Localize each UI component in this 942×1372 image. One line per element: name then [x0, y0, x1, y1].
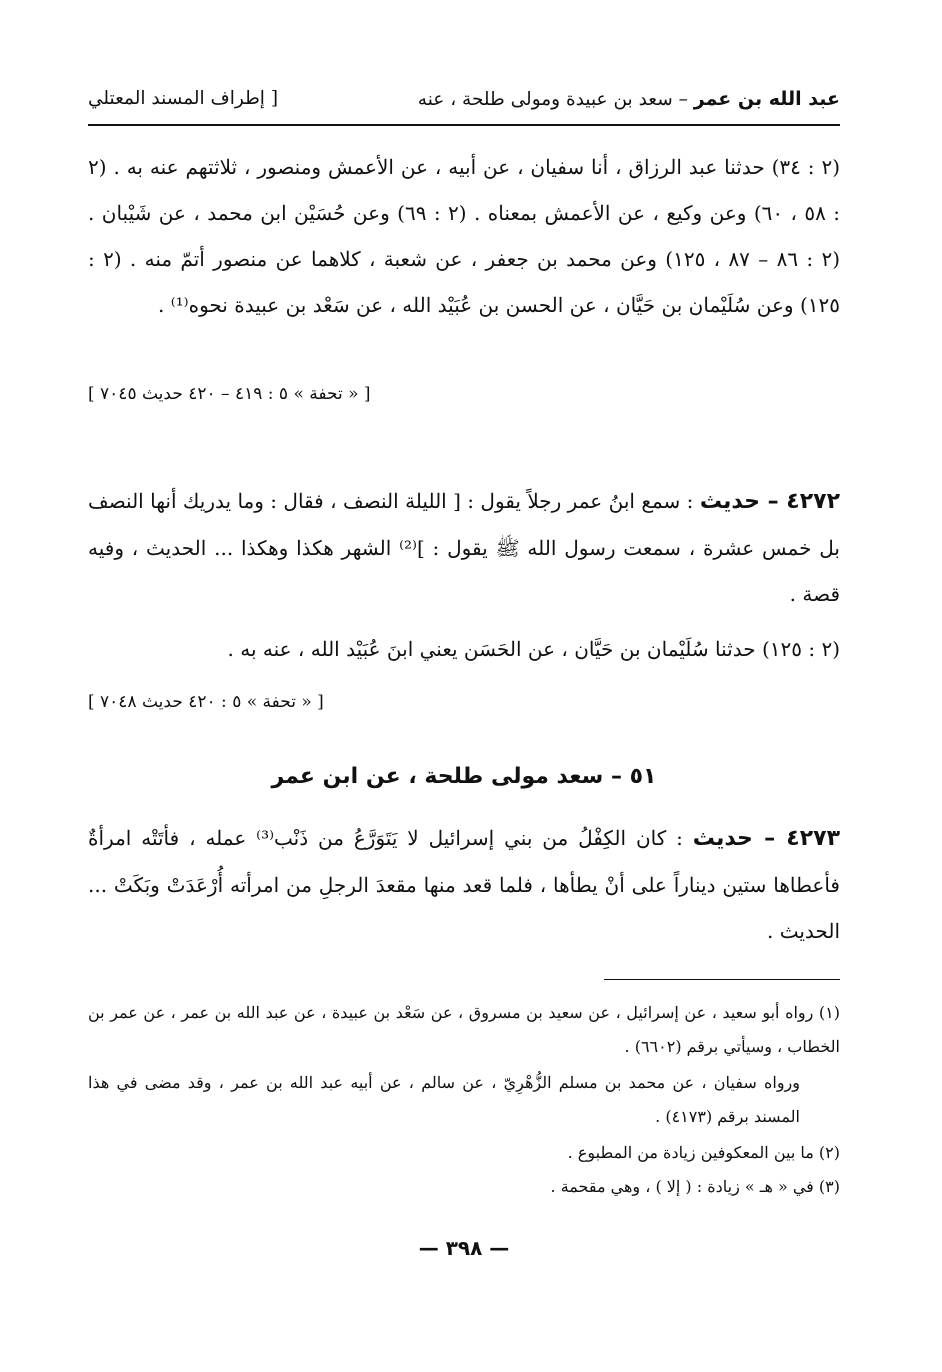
- header-book-title: [ إطراف المسند المعتلي: [88, 88, 279, 109]
- book-page: [88, 0, 840, 1372]
- isnad-paragraph-1: (٢ : ٣٤) حدثنا عبد الرزاق ، أنا سفيان ، عن أبيه ، عن الأعمش ومنصور ، ثلاثتهم عنه به . (٢ : ٥٨ ، ٦٠) وعن وكيع ، عن الأعمش بمعناه . (٢ : ٦٩) وعن حُسَيْن ابن محمد ، عن شَيْبان . (٢ : ٨٦ – ٨٧ ، ١٢٥) وعن محمد بن جعفر ، عن شعبة ، كلاهما عن منصور أتمّ منه . (٢ : ١٢٥) وعن سُلَيْمان بن حَيَّان ، عن الحسن بن عُبَيْد الله ، عن سَعْد بن عبيدة نحوه⁽¹⁾ .: [88, 155, 841, 317]
- footnote-3: (٣) في « هـ » زيادة : ( إلا ) ، وهي مقحمة .: [550, 1177, 840, 1196]
- hadith-4272-chain: (٢ : ١٢٥) حدثنا سُلَيْمان بن حَيَّان ، عن الحَسَن يعني ابنَ عُبَيْد الله ، عنه به .: [227, 637, 840, 661]
- footnote-1a: (١) رواه أبو سعيد ، عن إسرائيل ، عن سعيد بن مسروق ، عن سَعْد بن عبيدة ، عن عبد الله بن عمر ، عن عمر بن الخطاب ، وسيأتي برقم (٦٦٠٢) .: [88, 1003, 840, 1056]
- section-heading: ٥١ – سعد مولى طلحة ، عن ابن عمر: [271, 764, 657, 789]
- header-title-bold: عبد الله بن عمر: [693, 88, 840, 110]
- page-number: — ٣٩٨ —: [418, 1236, 510, 1260]
- hadith-4272: [88, 478, 840, 617]
- hadith-4273: [88, 815, 840, 954]
- hadith-4273-text: : كان الكِفْلُ من بني إسرائيل لا يَتَوَرَّعُ من ذَنْب⁽³⁾ عمله ، فأتَتْه امرأةٌ فأعطاها ستين ديناراً على أنْ يطأها ، فلما قعد منها مقعدَ الرجلِ من امرأته أُرْعَدَتْ وبَكَتْ ... الحديث .: [88, 826, 840, 943]
- hadith-4272-text: : سمع ابنُ عمر رجلاً يقول : [ الليلة النصف ، فقال : وما يدريك أنها النصف بل خمس عشرة ، سمعت رسول الله ﷺ يقول : ]⁽²⁾ الشهر هكذا وهكذا ... الحديث ، وفيه قصة .: [88, 489, 840, 606]
- running-header: [88, 84, 840, 120]
- tuhfa-reference-2: [ « تحفة » ٥ : ٤٢٠ حديث ٧٠٤٨ ]: [88, 692, 324, 712]
- header-rule: [88, 124, 840, 126]
- hadith-4272-number: ٤٢٧٢ – حديث: [699, 489, 841, 514]
- header-title-rest: – سعد بن عبيدة ومولى طلحة ، عنه: [417, 89, 688, 110]
- footnote-1b: ورواه سفيان ، عن محمد بن مسلم الزُّهْرِيّ ، عن سالم ، عن أبيه عبد الله بن عمر ، وقد مضى في هذا المسند برقم (٤١٧٣) .: [88, 1073, 800, 1126]
- footnote-rule: [604, 979, 840, 980]
- header-title: [418, 88, 840, 110]
- hadith-4273-number: ٤٢٧٣ – حديث: [692, 826, 840, 851]
- tuhfa-reference-1: [ « تحفة » ٥ : ٤١٩ – ٤٢٠ حديث ٧٠٤٥ ]: [88, 384, 371, 404]
- footnote-2: (٢) ما بين المعكوفين زيادة من المطبوع .: [567, 1143, 840, 1162]
